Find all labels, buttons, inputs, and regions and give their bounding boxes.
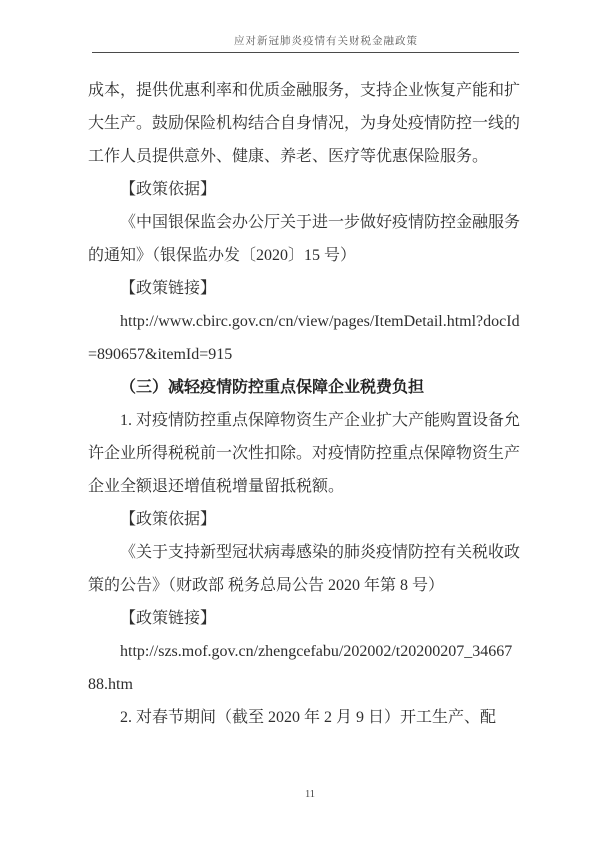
- page-number: 11: [304, 789, 316, 800]
- list-item-1: 1. 对疫情防控重点保障物资生产企业扩大产能购置设备允许企业所得税税前一次性扣除。对疫情防控重点保障物资生产企业全额退还增值税增量留抵税额。: [88, 412, 521, 495]
- header-rule: [92, 52, 519, 53]
- body-paragraph-continuation: 成本，提供优惠利率和优质金融服务，支持企业恢复产能和扩大生产。鼓励保险机构结合自身情况，为身处疫情防控一线的工作人员提供意外、健康、养老、医疗等优惠保险服务。: [88, 82, 521, 165]
- policy-link-label-1: 【政策链接】: [120, 280, 217, 297]
- policy-basis-citation-1: 《中国银保监会办公厅关于进一步做好疫情防控金融服务的通知》（银保监办发〔2020〕15 号）: [88, 214, 521, 264]
- policy-link-label-2: 【政策链接】: [120, 610, 217, 627]
- document-body: [88, 74, 520, 734]
- policy-basis-label-1: 【政策依据】: [120, 181, 217, 198]
- policy-link-url-2[interactable]: http://szs.mof.gov.cn/zhengcefabu/202002/t20200207_3466788.htm: [88, 643, 513, 693]
- policy-basis-citation-2: 《关于支持新型冠状病毒感染的肺炎疫情防控有关税收政策的公告》（财政部 税务总局公告 2020 年第 8 号）: [88, 544, 521, 594]
- policy-basis-label-2: 【政策依据】: [120, 511, 217, 528]
- policy-link-url-1[interactable]: http://www.cbirc.gov.cn/cn/view/pages/ItemDetail.html?docId=890657&itemId=915: [88, 313, 520, 363]
- header-title: 应对新冠肺炎疫情有关财税金融政策: [234, 36, 418, 47]
- section-heading: （三）减轻疫情防控重点保障企业税费负担: [120, 379, 425, 396]
- list-item-2-start: 2. 对春节期间（截至 2020 年 2 月 9 日）开工生产、配: [120, 709, 497, 726]
